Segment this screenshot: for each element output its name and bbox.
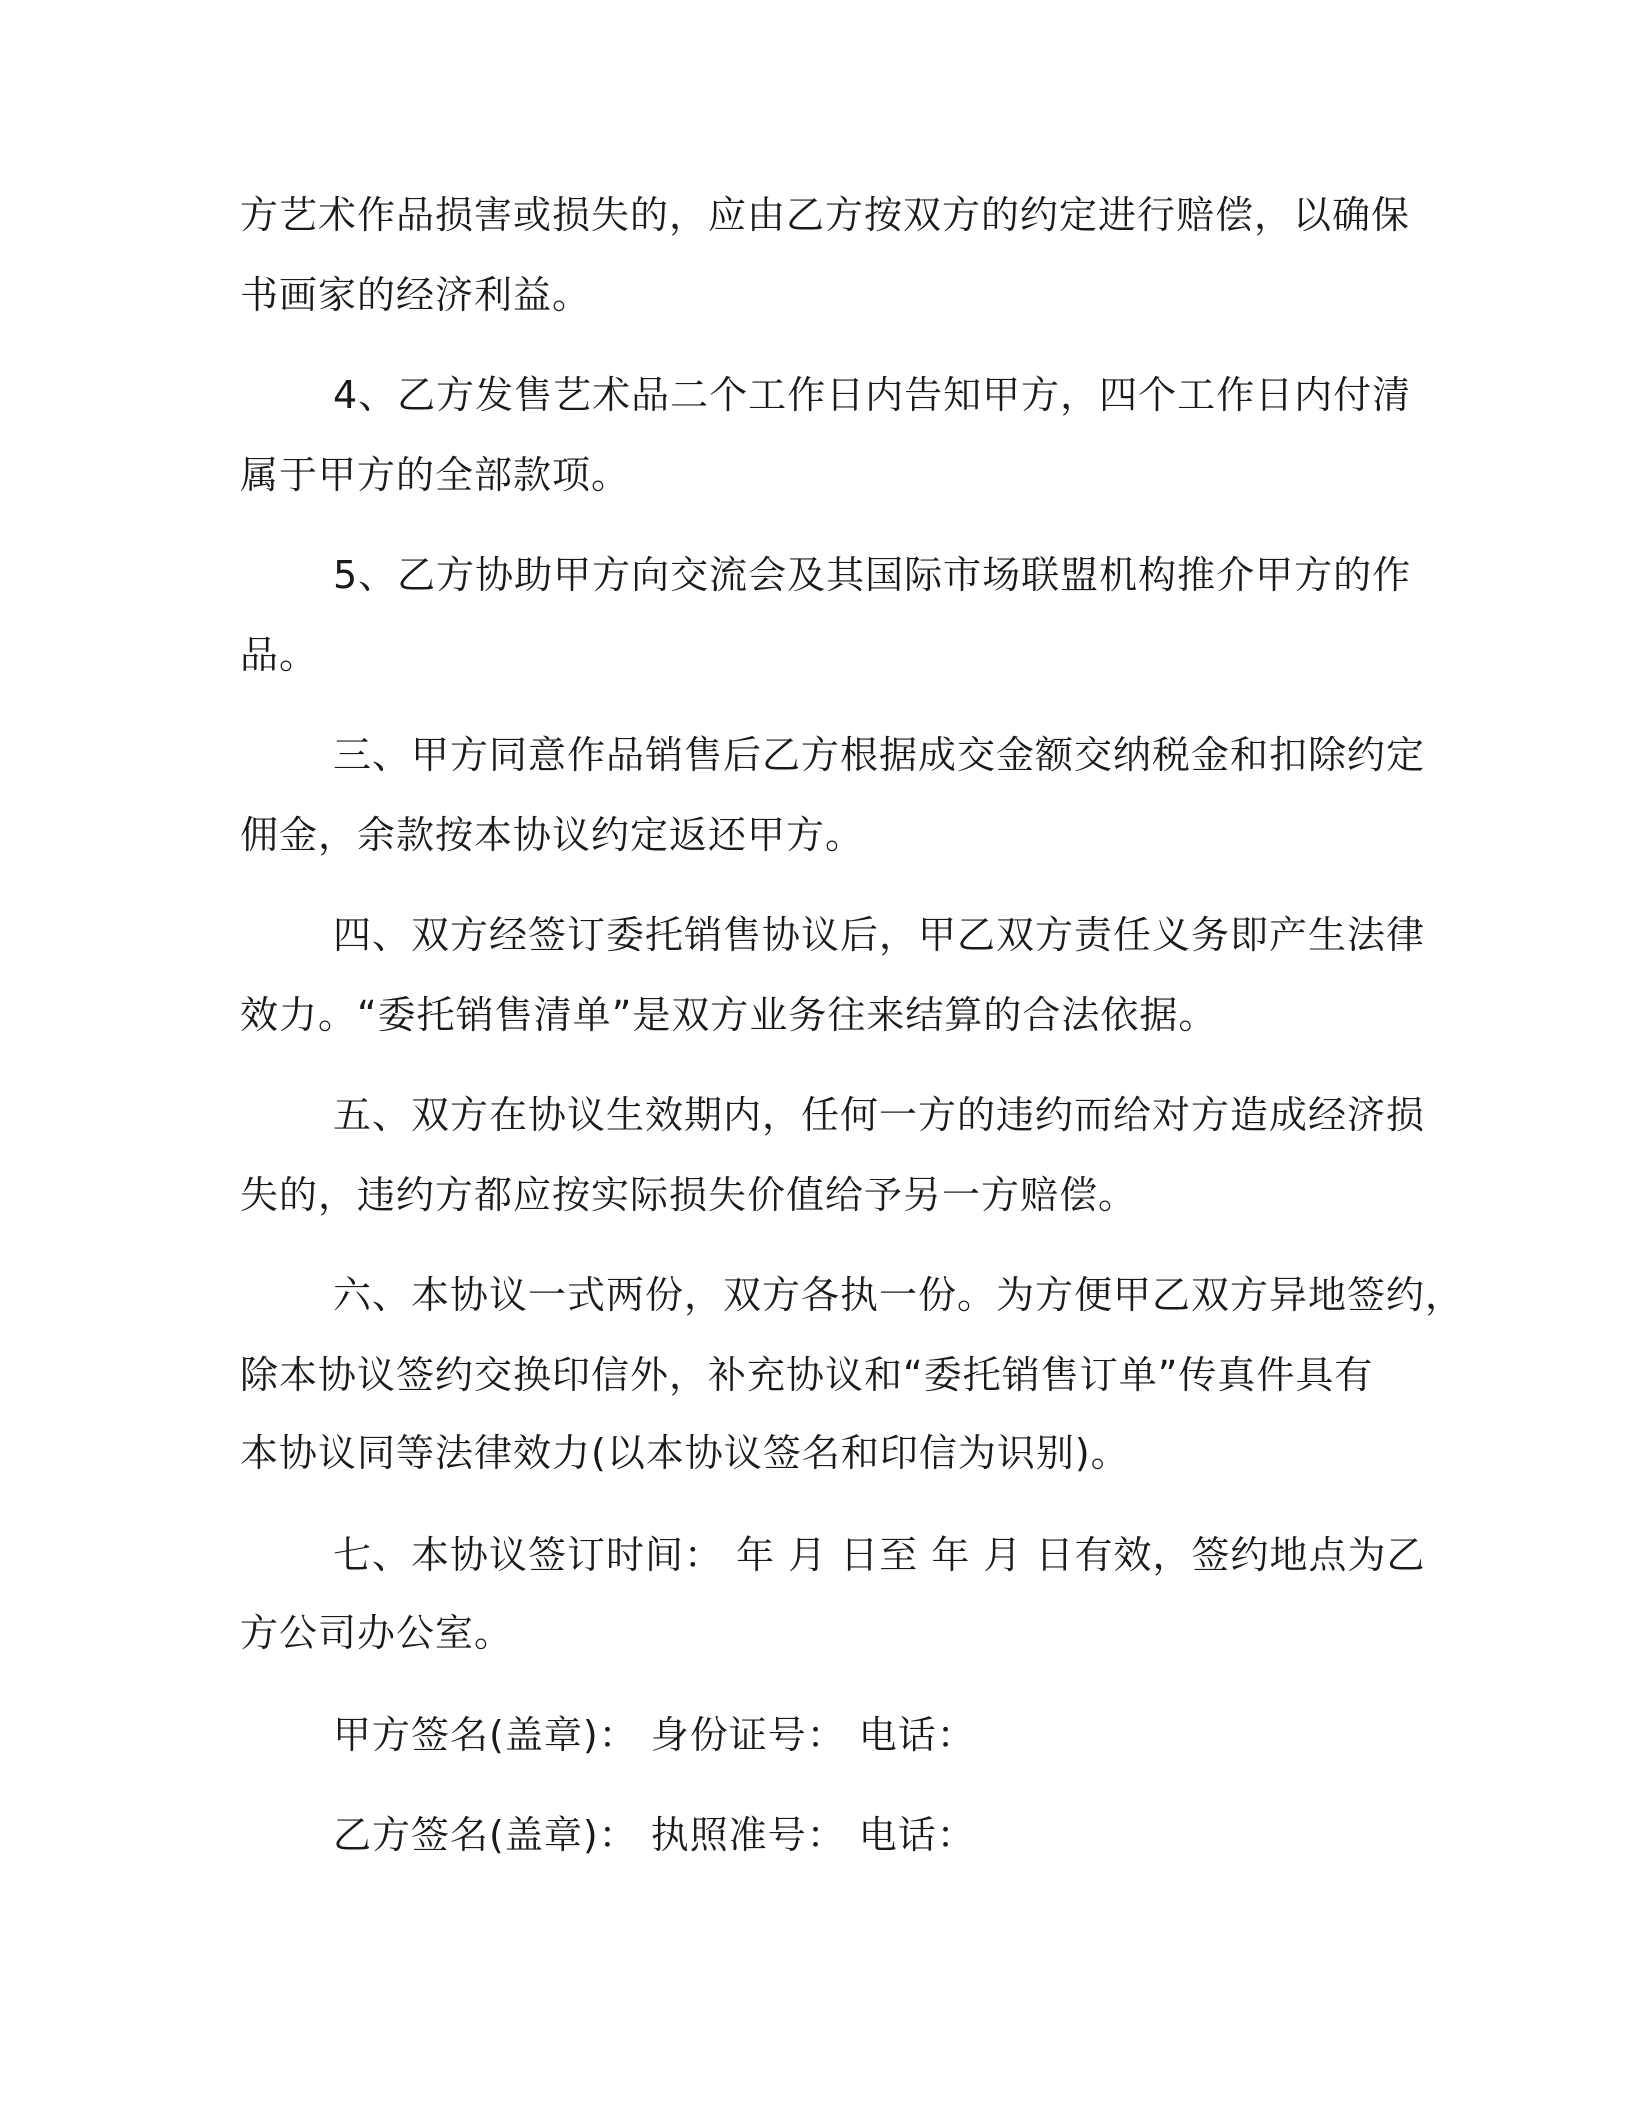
paragraph-3-line-2: 书画家的经济利益。 bbox=[240, 273, 592, 317]
party-b-signature-line: 乙方签名(盖章)： 执照准号： 电话： bbox=[333, 1813, 976, 1857]
clause-6-line-1: 六、本协议一式两份，双方各执一份。为方便甲乙双方异地签约， bbox=[333, 1273, 1465, 1317]
item-4-line-2: 属于甲方的全部款项。 bbox=[240, 453, 631, 497]
clause-3-line-1: 三、甲方同意作品销售后乙方根据成交金额交纳税金和扣除约定 bbox=[333, 733, 1426, 777]
clause-7-line-1: 七、本协议签订时间： 年 月 日至 年 月 日有效，签约地点为乙 bbox=[333, 1533, 1426, 1577]
clause-6-line-3: 本协议同等法律效力(以本协议签名和印信为识别)。 bbox=[240, 1431, 1130, 1475]
clause-4-line-1: 四、双方经签订委托销售协议后，甲乙双方责任义务即产生法律 bbox=[333, 913, 1426, 957]
clause-3-line-2: 佣金，余款按本协议约定返还甲方。 bbox=[240, 813, 865, 857]
clause-5-line-1: 五、双方在协议生效期内，任何一方的违约而给对方造成经济损 bbox=[333, 1093, 1426, 1137]
item-4-line-1: 4、乙方发售艺术品二个工作日内告知甲方，四个工作日内付清 bbox=[333, 373, 1412, 417]
clause-7-line-2: 方公司办公室。 bbox=[240, 1611, 514, 1655]
paragraph-3-line-1: 方艺术作品损害或损失的，应由乙方按双方的约定进行赔偿，以确保 bbox=[240, 193, 1411, 237]
clause-6-line-2: 除本协议签约交换印信外，补充协议和“委托销售订单”传真件具有 bbox=[240, 1353, 1374, 1397]
clause-4-line-2: 效力。“委托销售清单”是双方业务往来结算的合法依据。 bbox=[240, 993, 1218, 1037]
clause-5-line-2: 失的，违约方都应按实际损失价值给予另一方赔偿。 bbox=[240, 1173, 1138, 1217]
party-a-signature-line: 甲方签名(盖章)： 身份证号： 电话： bbox=[333, 1713, 976, 1757]
item-5-line-1: 5、乙方协助甲方向交流会及其国际市场联盟机构推介甲方的作 bbox=[333, 553, 1412, 597]
item-5-line-2: 品。 bbox=[240, 633, 319, 677]
